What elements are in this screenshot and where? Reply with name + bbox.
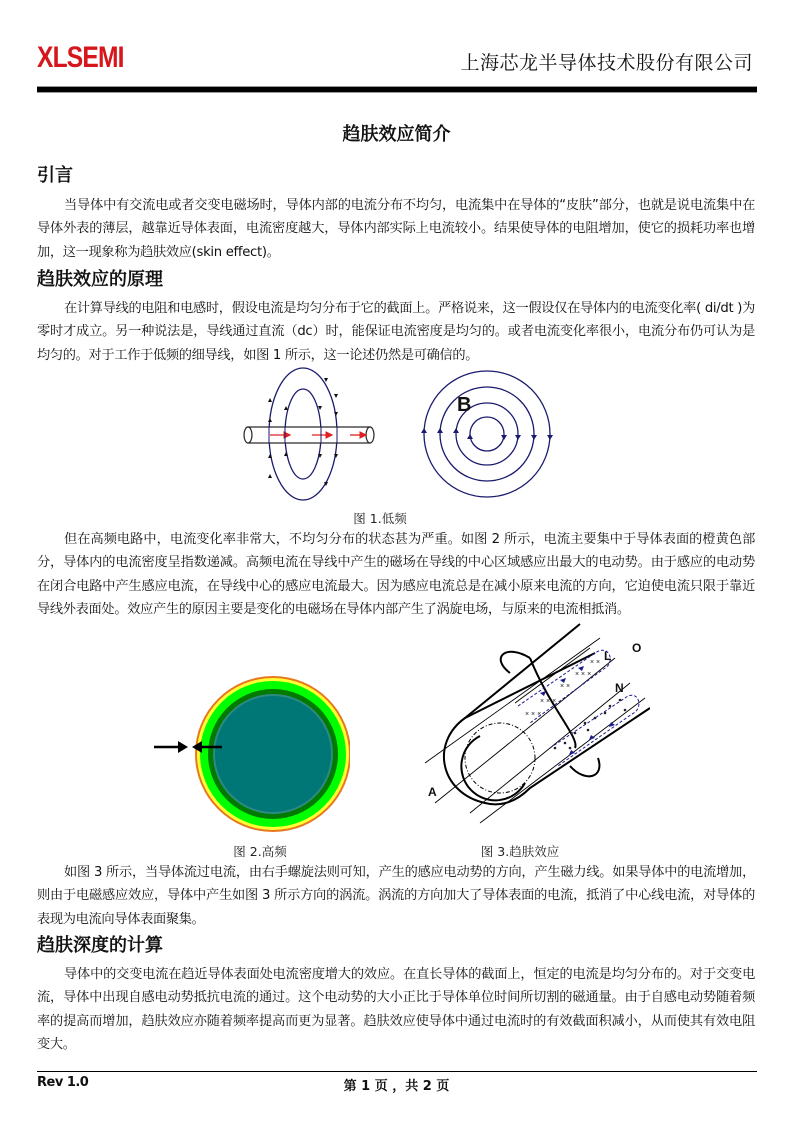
paragraph-principle-2: 但在高频电路中，电流变化率非常大，不均匀分布的状态甚为严重。如图 2 所示，电流主要集中于导体表面的橙黄色部分，导体内的电流密度呈指数递减。高频电流在导线中产生的磁场在导线的中心区域感应出最大的电动势。由于感应的电动势在闭合电路中产生感应电流，在导线中心的感应电流最大。因为感应电流总是在减小原来电流的方向，它迫使电流只限于靠近导线外表面处。效应产生的原因主要是变化的电磁场在导体内部产生了涡旋电场，与原来的电流相抵消。 [37, 532, 755, 618]
figure-1-low-frequency [240, 366, 570, 511]
figure-3-diagram [410, 618, 650, 828]
figure-2-high-frequency [150, 672, 350, 837]
svg-text:× × ×: × × × [575, 671, 592, 678]
company-logo: XLSEMI [37, 41, 124, 74]
svg-text:× ×: × × [560, 683, 571, 690]
field-label-b: B [457, 394, 472, 416]
revision-label: Rev 1.0 [37, 1075, 89, 1090]
figure-2-caption: 图 2.高频 [233, 844, 287, 859]
figure-2-diagram [150, 672, 350, 837]
svg-text:× × ×: × × × [525, 711, 542, 718]
figure-1-diagram [240, 366, 570, 511]
label-a: A [428, 785, 437, 799]
figure-1-caption: 图 1.低频 [353, 511, 407, 526]
label-l: L [604, 649, 612, 663]
header-divider [37, 86, 757, 93]
paragraph-principle-3: 如图 3 所示，当导体流过电流，由右手螺旋法则可知，产生的感应电动势的方向，产生磁力线。如果导体中的电流增加，则由于电磁感应效应，导体中产生如图 3 所示方向的涡流。涡流的方向加大了导体表面的电流，抵消了中心线电流，对导体的表现为电流向导体表面聚集。 [37, 865, 755, 927]
figure-3-caption: 图 3.趋肤效应 [480, 844, 560, 859]
paragraph-depth: 导体中的交变电流在趋近导体表面处电流密度增大的效应。在直长导体的截面上，恒定的电流是均匀分布的。对于交变电流，导体中出现自感电动势抵抗电流的通过。这个电动势的大小正比于导体单位时间所切割的磁通量。由于自感电动势随着频率的提高而增加，趋肤效应亦随着频率提高而更为显著。趋肤效应使导体中通过电流时的有效截面积减小，从而使其有效电阻变大。 [37, 967, 755, 1053]
svg-text:× × ×: × × × [540, 698, 557, 705]
document-title: 趋肤效应简介 [342, 124, 451, 145]
section-heading-principle: 趋肤效应的原理 [37, 269, 163, 290]
paragraph-principle-1: 在计算导线的电阻和电感时，假设电流是均匀分布于它的截面上。严格说来，这一假设仅在导体内的电流变化率( di/dt )为零时才成立。另一种说法是，导线通过直流（dc）时，能保证电流密度是均匀的。或者电流变化率很小，电流分布仍可认为是均匀的。对于工作于低频的细导线，如图 1 所示，这一论述仍然是可确信的。 [37, 301, 755, 363]
figure-3-skin-effect [410, 618, 650, 828]
label-n: N [615, 681, 624, 695]
label-o: O [632, 641, 642, 655]
section-heading-depth: 趋肤深度的计算 [37, 935, 163, 956]
page-number: 第 1 页 ，共 2 页 [343, 1079, 450, 1094]
footer-divider [37, 1071, 757, 1072]
paragraph-intro: 当导体中有交流电或者交变电磁场时，导体内部的电流分布不均匀，电流集中在导体的“皮肤”部分，也就是说电流集中在导体外表的薄层，越靠近导体表面，电流密度越大，导体内部实际上电流较小。结果使导体的电阻增加，使它的损耗功率也增加，这一现象称为趋肤效应(skin effect)。 [37, 198, 755, 260]
section-heading-intro: 引言 [37, 165, 73, 186]
svg-text:× ×: × × [590, 659, 601, 666]
company-name: 上海芯龙半导体技术股份有限公司 [460, 52, 753, 74]
